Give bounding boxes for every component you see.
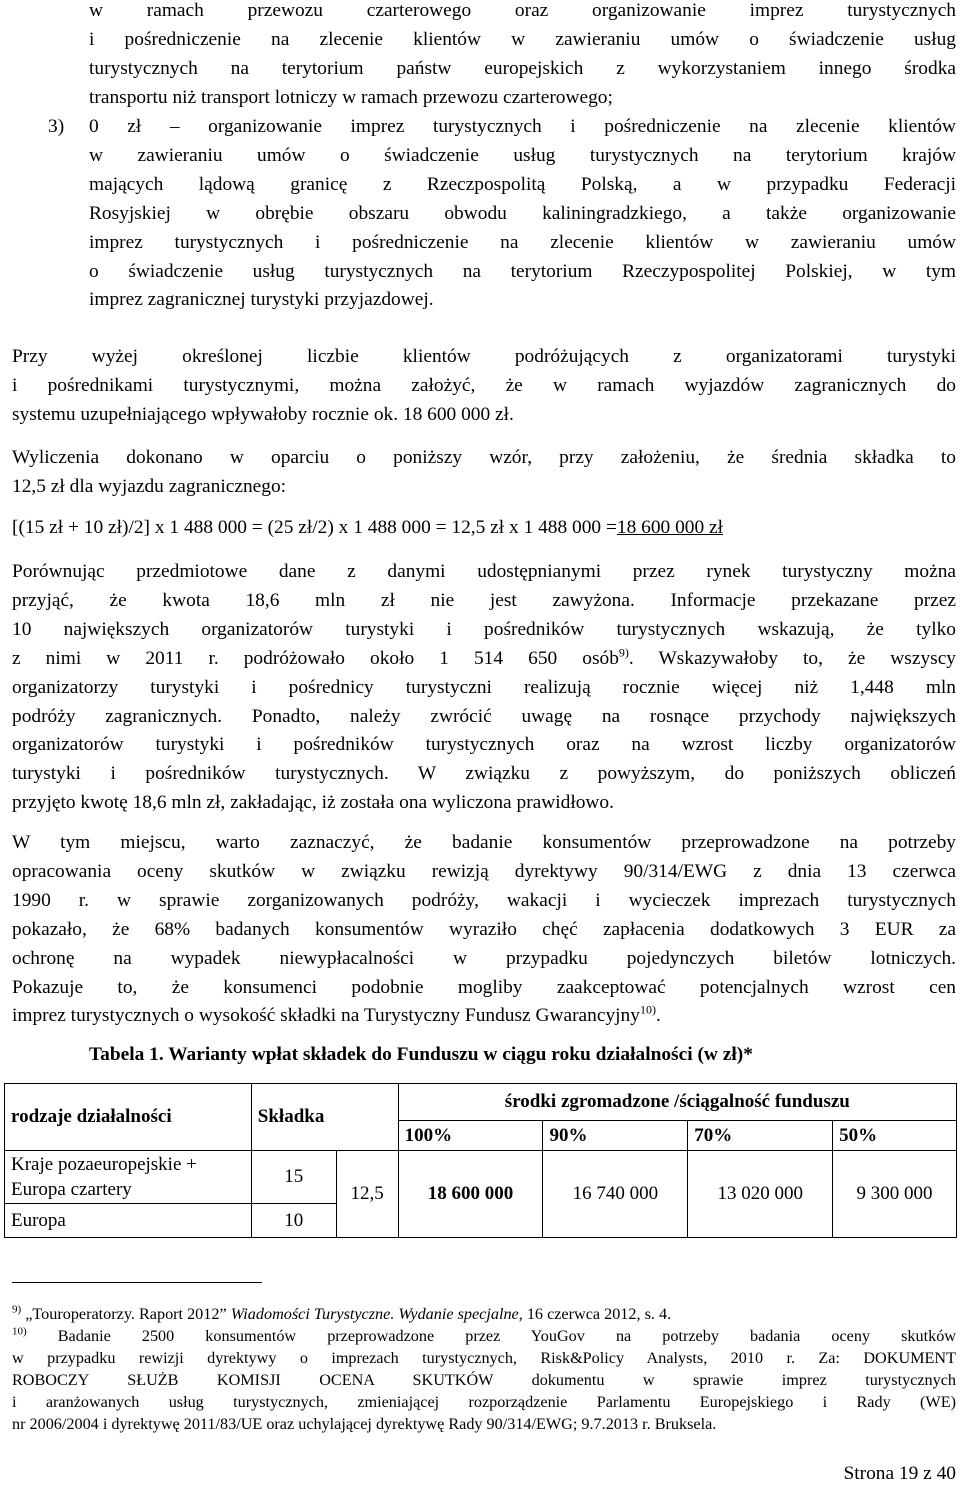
list-item-3 <box>89 113 956 315</box>
page-number: Strona 19 z 40 <box>843 1463 956 1484</box>
header-percent-90: 90% <box>543 1121 688 1151</box>
text-line: W tym miejscu, warto zaznaczyć, że badanie konsumentów przeprowadzone na potrzeby <box>12 832 956 853</box>
text-line: mających lądową granicę z Rzeczpospolitą Polską, a w przypadku Federacji <box>89 173 956 195</box>
text-fragment: z nimi w 2011 r. podróżowało około 1 514 650 osób <box>12 647 619 669</box>
text-line: Wyliczenia dokonano w oparciu o poniższy wzór, przy założeniu, że średnia składka to <box>12 447 956 468</box>
paragraph-calculation-basis <box>12 444 956 502</box>
text-line: przyjąć, że kwota 18,6 mln zł nie jest zawyżona. Informacje przekazane przez <box>12 589 956 611</box>
text-line <box>12 645 956 674</box>
footnote-marker: 10) <box>12 1325 27 1338</box>
text-line: Porównując przedmiotowe dane z danymi udostępnianymi przez rynek turystyczny można <box>12 561 956 582</box>
paragraph-clients-estimate <box>12 343 956 430</box>
text-line: Pokazuje to, że konsumenci podobnie mogliby zaakceptować potencjalnych wzrost cen <box>12 976 956 998</box>
text-line: 1990 r. w sprawie zorganizowanych podróży, wakacji i wycieczek imprezach turystycznych <box>12 889 956 911</box>
calculation-formula <box>12 514 952 542</box>
amount-90: 16 740 000 <box>543 1151 688 1238</box>
amount-70: 13 020 000 <box>688 1151 833 1238</box>
header-funds: środki zgromadzone /ściągalność funduszu <box>398 1084 956 1121</box>
footnote-9 <box>12 1303 956 1325</box>
text-line: o świadczenie usług turystycznych na terytorium Rzeczypospolitej Polskiej, w tym <box>89 260 956 282</box>
footnote-ref-10[interactable]: 10) <box>639 1002 656 1017</box>
footnote-10-line <box>12 1325 956 1347</box>
text-line: organizatorzy turystyki i pośrednicy turystyczni realizują rocznie więcej niż 1,448 mln <box>12 676 956 698</box>
text-line: podróży zagranicznych. Ponadto, należy zwrócić uwagę na rosnące przychody największych <box>12 705 956 727</box>
footnote-separator <box>12 1282 262 1283</box>
row-activity: Kraje pozaeuropejskie + Europa czartery <box>5 1151 252 1204</box>
text-line: ochronę na wypadek niewypłacalności w przypadku pojedynczych biletów lotniczych. <box>12 947 956 969</box>
text-line: przyjęto kwotę 18,6 mln zł, zakładając, iż została ona wyliczona prawidłowo. <box>12 792 614 814</box>
text-line: turystycznych na terytorium państw europejskich z wykorzystaniem innego środka <box>89 57 956 79</box>
text-line: 12,5 zł dla wyjazdu zagranicznego: <box>12 475 287 497</box>
text-line: i pośrednikami turystycznymi, można założyć, że w ramach wyjazdów zagranicznych do <box>12 374 956 396</box>
text-fragment: . <box>655 1005 661 1027</box>
list-item-3-number: 3) <box>48 116 65 137</box>
header-percent-70: 70% <box>688 1121 833 1151</box>
text-line: 10 największych organizatorów turystyki i pośredników turystycznych wskazują, że tylko <box>12 618 956 640</box>
row-activity: Europa <box>5 1204 252 1238</box>
footnote-text: Badanie 2500 konsumentów przeprowadzone przez YouGov na potrzeby badania oceny skutków <box>26 1327 956 1345</box>
text-line: systemu uzupełniającego wpływałoby rocznie ok. 18 600 000 zł. <box>12 403 514 425</box>
paragraph-market-comparison <box>12 558 956 818</box>
paragraph-consumer-survey <box>12 829 956 1031</box>
text-line: opracowania oceny skutków w związku rewizją dyrektywy 90/314/EWG z dnia 13 czerwca <box>12 860 956 882</box>
header-percent-100: 100% <box>398 1121 543 1151</box>
footnote-text: , 16 czerwca 2012, s. 4. <box>518 1305 672 1323</box>
text-line: organizatorów turystyki i pośredników turystycznych oraz na wzrost liczby organizatorów <box>12 734 956 756</box>
list-item-2-continuation <box>89 0 956 113</box>
text-line: w ramach przewozu czarterowego oraz organizowanie imprez turystycznych <box>89 0 956 21</box>
header-contribution: Składka <box>251 1084 398 1151</box>
footnote-marker: 9) <box>12 1303 22 1316</box>
text-line: transportu niż transport lotniczy w ramach przewozu czarterowego; <box>89 86 613 108</box>
text-line: w zawieraniu umów o świadczenie usług turystycznych na terytorium krajów <box>89 144 956 166</box>
amount-100: 18 600 000 <box>398 1151 543 1238</box>
average-fee: 12,5 <box>336 1151 398 1238</box>
footnote-10-line: ROBOCZY SŁUŻB KOMISJI OCENA SKUTKÓW dokumentu w sprawie imprez turystycznych <box>12 1371 956 1389</box>
table-title: Tabela 1. Warianty wpłat składek do Funduszu w ciągu roku działalności (w zł)* <box>89 1044 753 1065</box>
text-line <box>12 1002 956 1031</box>
header-percent-50: 50% <box>833 1121 957 1151</box>
text-line: imprez zagranicznej turystyki przyjazdowej. <box>89 289 434 311</box>
row-fee: 10 <box>251 1204 336 1238</box>
text-line: pokazało, że 68% badanych konsumentów wyraziło chęć zapłacenia dodatkowych 3 EUR za <box>12 918 956 940</box>
footnote-text: „Touroperatorzy. Raport 2012” <box>21 1305 231 1323</box>
footnote-10-line: w przypadku rewizji dyrektywy o imprezach turystycznych, Risk&Policy Analysts, 2010 r. Za: DOKUMENT <box>12 1349 956 1367</box>
formula-result: 18 600 000 zł <box>616 517 724 538</box>
row-fee: 15 <box>251 1151 336 1204</box>
header-activity: rodzaje działalności <box>5 1084 252 1151</box>
text-line: Rosyjskiej w obrębie obszaru obwodu kaliningradzkiego, a także organizowanie <box>89 202 956 224</box>
footnote-ref-9[interactable]: 9) <box>618 645 629 660</box>
footnote-text-italic: Wiadomości Turystyczne. Wydanie specjalne <box>230 1305 519 1323</box>
contribution-table <box>4 1083 957 1238</box>
text-line: Przy wyżej określonej liczbie klientów podróżujących z organizatorami turystyki <box>12 346 956 367</box>
amount-50: 9 300 000 <box>833 1151 957 1238</box>
text-line: i pośredniczenie na zlecenie klientów w zawieraniu umów o świadczenie usług <box>89 28 956 50</box>
footnote-10-line: nr 2006/2004 i dyrektywę 2011/83/UE oraz uchylającej dyrektywę Rady 90/314/EWG; 9.7.2013 r. Bruksela. <box>12 1415 717 1433</box>
formula-expression: [(15 zł + 10 zł)/2] x 1 488 000 = (25 zł/2) x 1 488 000 = 12,5 zł x 1 488 000 = <box>12 517 617 538</box>
text-line: turystyki i pośredników turystycznych. W związku z powyższym, do poniższych obliczeń <box>12 763 956 785</box>
text-fragment: imprez turystycznych o wysokość składki na Turystyczny Fundusz Gwarancyjny <box>12 1005 640 1027</box>
text-line: 0 zł – organizowanie imprez turystycznych i pośredniczenie na zlecenie klientów <box>89 116 956 137</box>
footnote-10-line: i aranżowanych usług turystycznych, zmieniającej rozporządzenie Parlamentu Europejskiego i Rady (WE) <box>12 1393 956 1411</box>
text-line: imprez turystycznych i pośredniczenie na zlecenie klientów w zawieraniu umów <box>89 231 956 253</box>
text-fragment: . Wskazywałoby to, że wszyscy <box>628 647 956 669</box>
footnotes <box>12 1303 956 1435</box>
